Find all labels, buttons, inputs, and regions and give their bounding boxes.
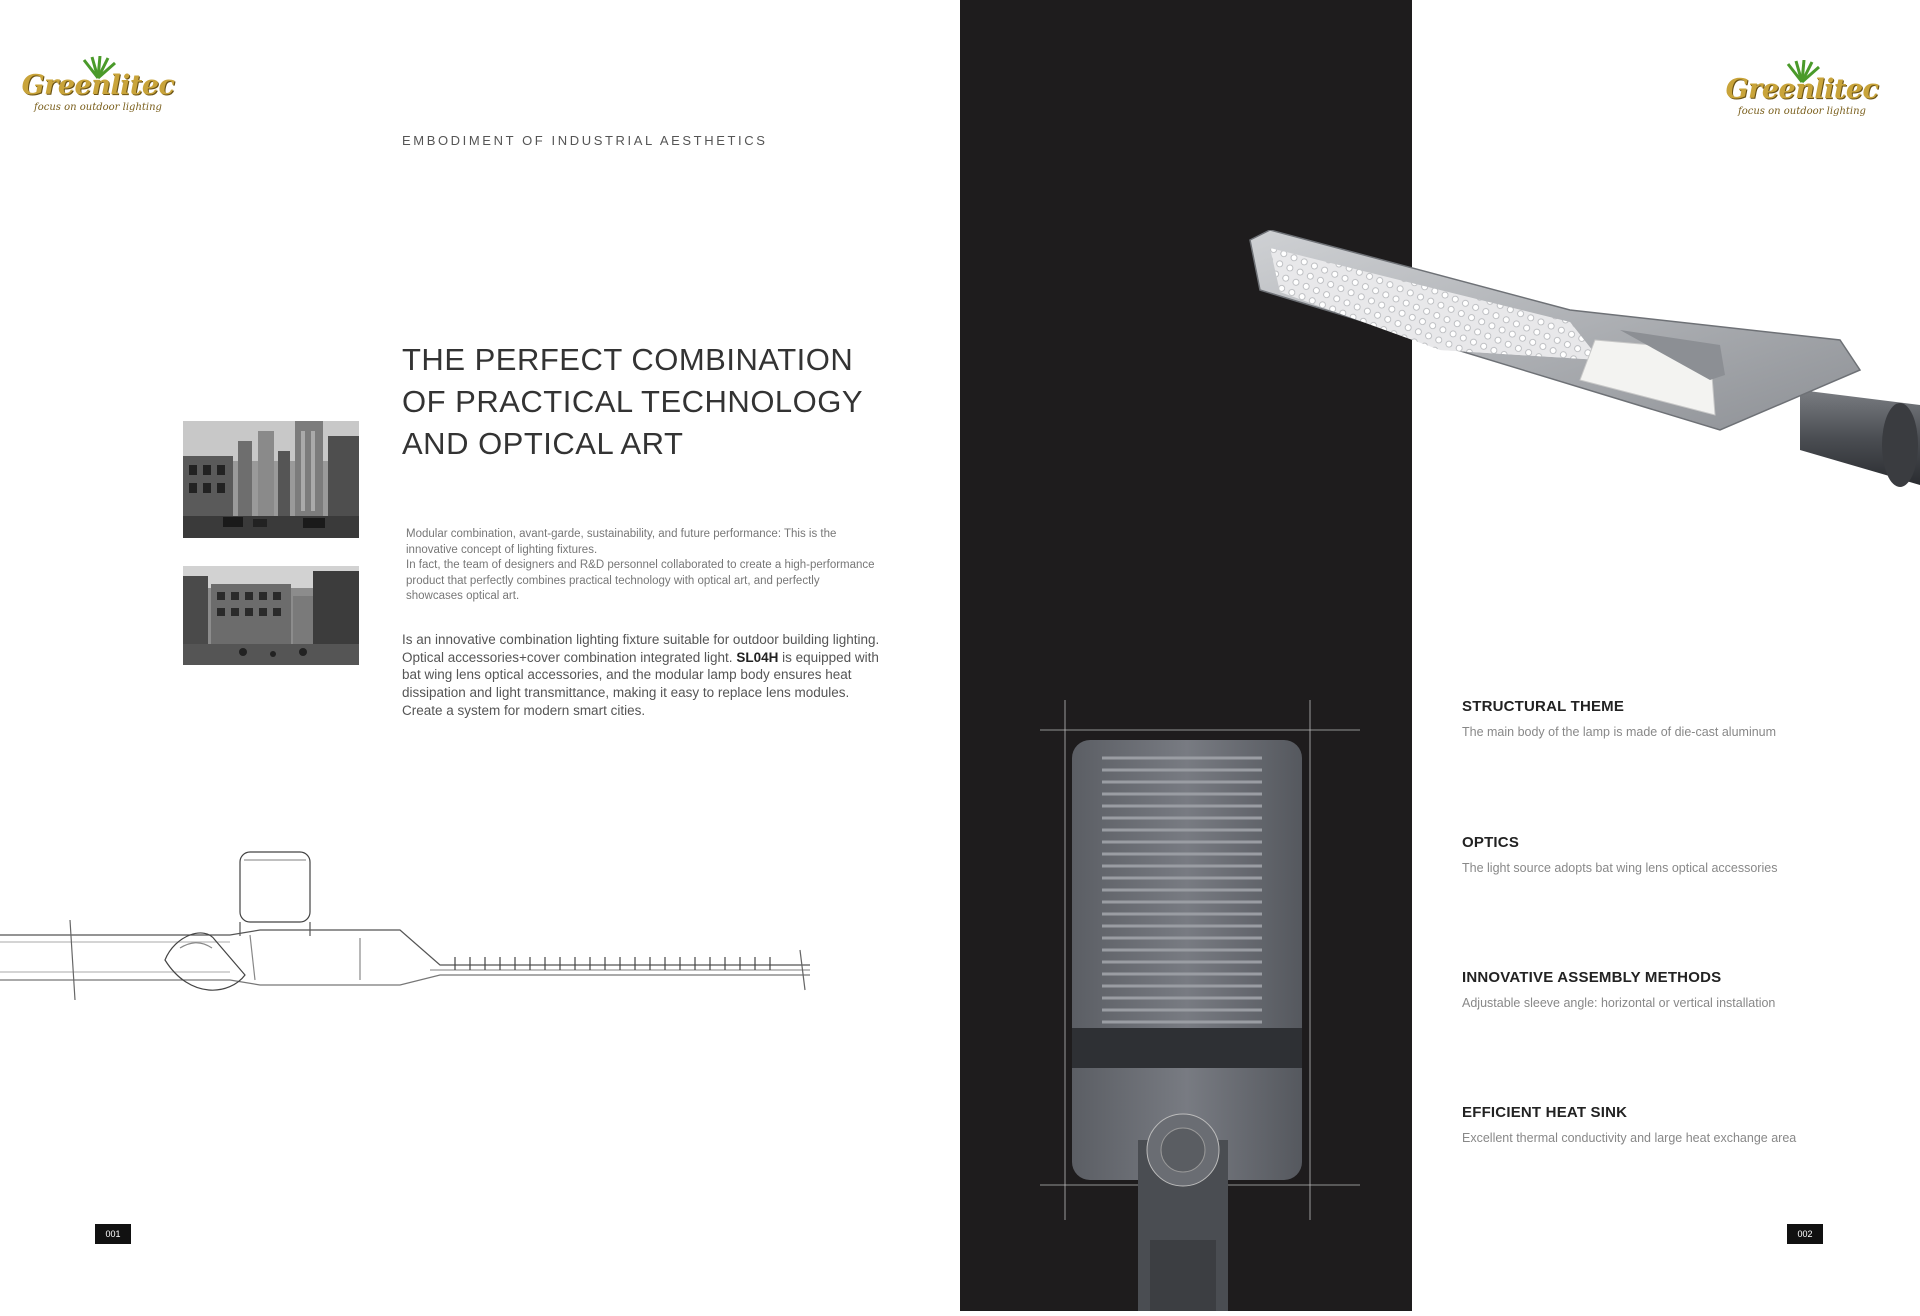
body-rest: is equipped with bat wing lens optical accessories, and the modular lamp body ensures heat dissipation and light transmittance, making it easy to replace lens modules. Create a system for modern smart cities. [402,649,879,718]
streetlight-bottom-view [1040,700,1360,1311]
brand-name: Greenlitec [1725,74,1879,105]
headline-line-2: OF PRACTICAL TECHNOLOGY [402,384,864,419]
brand-name: Greenlitec [21,70,175,101]
body-lead: Is an innovative combination lighting fixture suitable for outdoor building lighting. Optical accessories+cover combination integrated light. [402,632,880,665]
feature-title: STRUCTURAL THEME [1462,698,1625,715]
model-code: SL04H [736,649,779,665]
body-paragraph [402,631,882,720]
brand-tagline: focus on outdoor lighting [1738,106,1866,117]
intro-text-2: In fact, the team of designers and R&D personnel collaborated to create a high-performance product that perfectly combines practical technology with optical art, and perfectly showcases optical art. [406,559,875,602]
headline-line-1: THE PERFECT COMBINATION [402,342,854,377]
page-headline [402,339,962,465]
brand-logo-left [18,56,178,116]
feature-title: OPTICS [1462,834,1520,851]
feature-title: EFFICIENT HEAT SINK [1462,1104,1628,1121]
feature-title: INNOVATIVE ASSEMBLY METHODS [1462,969,1722,986]
page-number-left: 001 [95,1224,131,1244]
historic-street-photo-1 [183,421,359,538]
feature-text: Adjustable sleeve angle: horizontal or vertical installation [1462,996,1776,1010]
feature-text: The light source adopts bat wing lens optical accessories [1462,861,1778,875]
streetlight-product-render [1240,230,1920,510]
feature-heat-sink [1462,1104,1882,1145]
feature-text: The main body of the lamp is made of die-cast aluminum [1462,725,1777,739]
intro-text-1: Modular combination, avant-garde, sustainability, and future performance: This is the innovative concept of lighting fixtures. [406,528,837,556]
feature-optics [1462,834,1882,875]
page-number-right: 002 [1787,1224,1823,1244]
luminaire-side-sketch [0,830,840,1010]
historic-street-photo-2 [183,566,359,665]
brand-logo-right [1722,60,1882,120]
brand-tagline: focus on outdoor lighting [34,102,162,113]
intro-paragraph [406,527,876,605]
feature-innovative-assembly [1462,969,1882,1010]
section-kicker: EMBODIMENT OF INDUSTRIAL AESTHETICS [402,133,768,148]
feature-text: Excellent thermal conductivity and large heat exchange area [1462,1131,1797,1145]
headline-line-3: AND OPTICAL ART [402,426,684,461]
feature-structural-theme [1462,698,1882,739]
